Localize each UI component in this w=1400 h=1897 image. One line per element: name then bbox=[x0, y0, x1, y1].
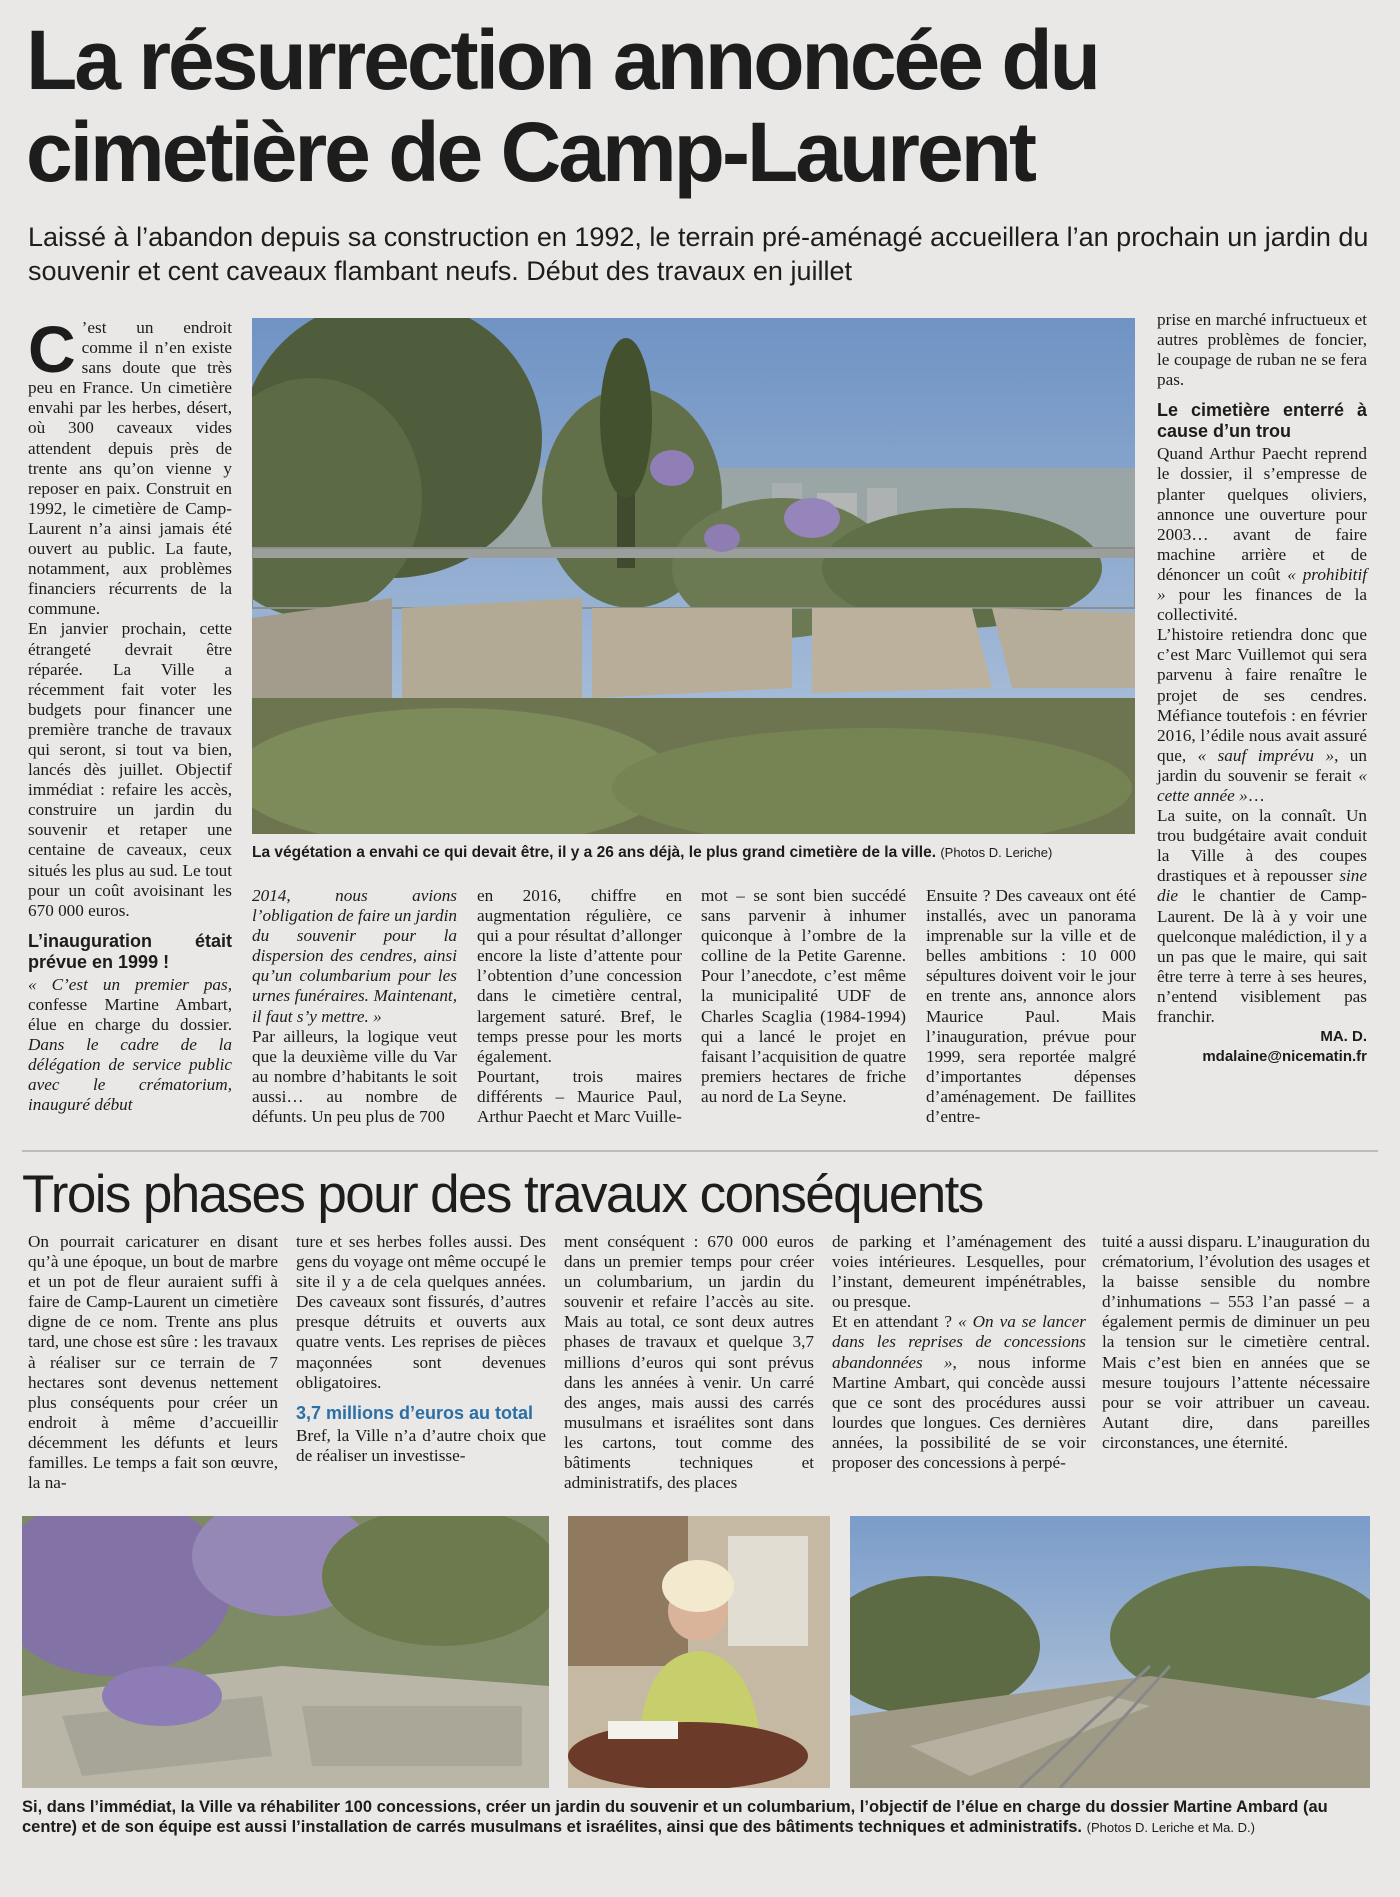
col6-p3-em: « sauf imprévu » bbox=[1197, 745, 1335, 765]
col6-intertitle: Le cimetière enterré à cause d’un trou bbox=[1157, 400, 1367, 442]
sidebar-intertitle: 3,7 millions d’euros au total bbox=[296, 1402, 534, 1423]
col2-paragraph: Par ailleurs, la logique veut que la deuxième ville du Var au nombre d’habitants le soit aussi… au nombre de défunts. Un peu plus de 700 bbox=[252, 1026, 457, 1127]
article-column-3 bbox=[477, 886, 682, 1127]
article-column-4 bbox=[701, 886, 906, 1107]
sidebar-title: Trois phases pour des travaux conséquents bbox=[22, 1165, 983, 1224]
bottom-photo-center bbox=[568, 1516, 830, 1788]
col6-p2b: pour les finances de la collectivité. bbox=[1157, 585, 1367, 625]
article-column-6 bbox=[1157, 310, 1367, 1067]
sidebar-col3-text: ment conséquent : 670 000 euros dans un premier temps pour créer un columbarium, un jardin du souvenir et refaire l’accès au site. Mais au total, ce sont deux autres phases de travaux et quelque 3,7 millions d’euros qui sont prévus dans les années à venir. Un carré des anges, mais aussi des carrés musulmans et israélites sont dans les cartons, tout comme des bâtiments techniques et administratifs, des places bbox=[564, 1232, 814, 1493]
main-photo bbox=[252, 318, 1135, 834]
bottom-caption-credit: (Photos D. Leriche et Ma. D.) bbox=[1086, 1820, 1255, 1835]
bottom-caption-text: Si, dans l’immédiat, la Ville va réhabiliter 100 concessions, créer un jardin du souvenir et un columbarium, l’objectif de l’élue en charge du dossier Martine Ambard (au centre) et de son équipe est aussi l’installation de carrés musulmans et israélites, ainsi que des bâtiments techniques et administratifs. bbox=[22, 1798, 1328, 1836]
sidebar-col2-text-2: Bref, la Ville n’a d’autre choix que de réaliser un investisse- bbox=[296, 1425, 546, 1465]
sidebar-col4-text-a: de parking et l’aménagement des voies intérieures. Lesquelles, pour l’instant, demeurent impénétrables, ou presque. bbox=[832, 1232, 1086, 1312]
main-photo-caption bbox=[252, 843, 1135, 862]
article-column-2 bbox=[252, 886, 457, 1127]
col6-p3c: … bbox=[1247, 785, 1265, 805]
col1-quote-start: « C’est un premier pas, bbox=[28, 974, 232, 994]
dropcap: C bbox=[28, 312, 76, 386]
col6-paragraph-1: prise en marché infructueux et autres problèmes de foncier, le coupage de ruban ne se fera pas. bbox=[1157, 310, 1367, 390]
col1-paragraph-3: confesse Martine Ambart, élue en charge du dossier. bbox=[28, 994, 232, 1034]
sidebar-col4-text-c: , nous informe Martine Ambart, qui concède aussi que ce sont des procédures aussi lourdes que longues. Ces dernières années, la possibilité de se voir proposer des concessions à perpé- bbox=[832, 1352, 1086, 1473]
col6-p4b: le chantier de Camp-Laurent. De là à y voir une quelconque malédiction, il y a un pas que le maire, qui sait être terre à terre à ses heures, n’entend visiblement pas franchir. bbox=[1157, 886, 1367, 1026]
sidebar-col4-quote: « On va se lancer dans les reprises de concessions abandonnées » bbox=[832, 1312, 1086, 1372]
sidebar-col5-text: tuité a aussi disparu. L’inauguration du crématorium, l’évolution des usages et la baisse sensible du nombre d’inhumations – 553 l’an passé – a également permis de diminuer un peu la tension sur le cimetière central. Mais c’est bien en années que se mesure toujours l’attente nécessaire pour se voir attribuer un caveau. Autant dire, dans pareilles circonstances, une éternité. bbox=[1102, 1232, 1370, 1452]
main-photo-caption-text: La végétation a envahi ce qui devait être, il y a 26 ans déjà, le plus grand cimetière de la ville. bbox=[252, 844, 936, 861]
standfirst: Laissé à l’abandon depuis sa construction en 1992, le terrain pré-aménagé accueillera l’an prochain un jardin du souvenir et cent caveaux flambant neufs. Début des travaux en juillet bbox=[28, 222, 1369, 286]
wisteria-graves-illustration bbox=[22, 1516, 549, 1788]
col1-paragraph-2: En janvier prochain, cette étrangeté devrait être réparée. La Ville a récemment fait voter les budgets pour financer une première tranche de travaux qui seront, si tout va bien, lancés dès juillet. Objectif immédiat : refaire les accès, construire un jardin du souvenir et retaper une centaine de caveaux, ceux situés les plus au sud. Le tout pour un coût avoisinant les 670 000 euros. bbox=[28, 619, 232, 920]
col6-p3a: L’histoire retiendra donc que c’est Marc Vuillemot qui sera parvenu à faire renaître le projet de ses cendres. Méfiance toutefois : en février 2016, l’édile nous avait assuré que, bbox=[1157, 625, 1367, 765]
author-signature: MA. D. bbox=[1320, 1028, 1367, 1046]
col6-p2a: Quand Arthur Paecht reprend le dossier, il s’empresse de planter quelques oliviers, annonce une ouverture pour 2003… avant de faire machine arrière et de dénoncer un coût bbox=[1157, 444, 1367, 584]
article-column-1 bbox=[28, 312, 232, 1115]
sidebar-col2-text: ture et ses herbes folles aussi. Des gens du voyage ont même occupé le site il y a de cela quelques années. Des caveaux sont fissurés, d’autres presque détruits et ouverts aux quatre vents. Les reprises de pièces maçonnées sont devenues obligatoires. bbox=[296, 1232, 546, 1392]
sidebar-column-2 bbox=[296, 1232, 546, 1466]
cemetery-overgrown-illustration bbox=[252, 318, 1135, 834]
cemetery-panorama-illustration bbox=[850, 1516, 1370, 1788]
sidebar-column-1 bbox=[28, 1232, 278, 1493]
col3-paragraph-2: Pourtant, trois maires différents – Maurice Paul, Arthur Paecht et Marc Vuille- bbox=[477, 1066, 682, 1127]
col1-quote-continued: Dans le cadre de la délégation de service public avec le crématorium, inauguré début bbox=[28, 1035, 232, 1115]
elected-official-portrait-illustration bbox=[568, 1516, 830, 1788]
author-email: mdalaine@nicematin.fr bbox=[1202, 1048, 1367, 1066]
sidebar-column-4 bbox=[832, 1232, 1086, 1473]
col6-p3-em2: « cette année » bbox=[1157, 765, 1367, 805]
sidebar-column-5 bbox=[1102, 1232, 1370, 1453]
sidebar-col1-text: On pourrait caricaturer en disant qu’à une époque, un bout de marbre et un pot de fleur auraient suffi à faire de Camp-Laurent un cimetière digne de ce nom. Trente ans plus tard, une chose est sûre : les travaux à réaliser sur ce terrain de 7 hectares sont devenus nettement plus conséquents pour créer un endroit à même d’accueillir décemment les défunts et leurs familles. Le temps a fait son œuvre, la na- bbox=[28, 1232, 278, 1493]
col2-quote: 2014, nous avions l’obligation de faire un jardin du souvenir pour la dispersion des cendres, ainsi qu’un columbarium pour les urnes funéraires. Maintenant, il faut s’y mettre. » bbox=[252, 886, 457, 1026]
bottom-photo-left bbox=[22, 1516, 549, 1788]
col6-p3b: , un jardin du souvenir se ferait bbox=[1157, 745, 1367, 785]
col6-p2-em: « prohibitif » bbox=[1157, 564, 1367, 605]
col5-paragraph: Ensuite ? Des caveaux ont été installés, avec un panorama imprenable sur la ville et de belles ambitions : 10 000 sépultures doivent voir le jour en trente ans, annonce alors Maurice Paul. Mais l’inauguration, prévue pour 1999, sera reportée malgré d’importantes dépenses d’aménagement. De faillites d’entre- bbox=[926, 886, 1136, 1127]
bottom-photos-caption bbox=[22, 1797, 1372, 1838]
sidebar-column-3 bbox=[564, 1232, 814, 1493]
col1-intertitle: L’inauguration était prévue en 1999 ! bbox=[28, 930, 232, 972]
col6-p4-em: sine die bbox=[1157, 866, 1367, 906]
col6-p4a: La suite, on la connaît. Un trou budgétaire avait conduit la Ville à des coupes drastiques et à repousser bbox=[1157, 806, 1367, 886]
bottom-photo-right bbox=[850, 1516, 1370, 1788]
headline: La résurrection annoncée du cimetière de Camp-Laurent bbox=[26, 13, 1098, 199]
col4-paragraph: mot – se sont bien succédé sans parvenir à inhumer quiconque à l’ombre de la colline de la Petite Garenne. Pour l’anecdote, c’est même la municipalité UDF de Charles Scaglia (1984-1994) qui a lancé le projet en faisant l’acquisition de quatre premiers hectares de friche au nord de La Seyne. bbox=[701, 886, 906, 1106]
sidebar-col4-text-b: Et en attendant ? bbox=[832, 1312, 959, 1332]
section-divider bbox=[22, 1150, 1378, 1152]
main-photo-credit: (Photos D. Leriche) bbox=[940, 845, 1053, 860]
article-column-5 bbox=[926, 886, 1136, 1127]
col1-paragraph-1: ’est un endroit comme il n’en existe sans doute que très peu en France. Un cimetière envahi par les herbes, désert, où 300 caveaux vides attendent depuis près de trente ans qu’on vienne y reposer en paix. Construit en 1992, le cimetière de Camp-Laurent n’a ainsi jamais été ouvert au public. La faute, notamment, aux problèmes financiers récurrents de la commune. bbox=[28, 318, 232, 619]
col3-paragraph-1: en 2016, chiffre en augmentation régulière, ce qui a pour résultat d’allonger encore la liste d’attente pour l’obtention d’une concession dans le cimetière central, largement saturé. Bref, le temps presse pour les morts également. bbox=[477, 886, 682, 1066]
